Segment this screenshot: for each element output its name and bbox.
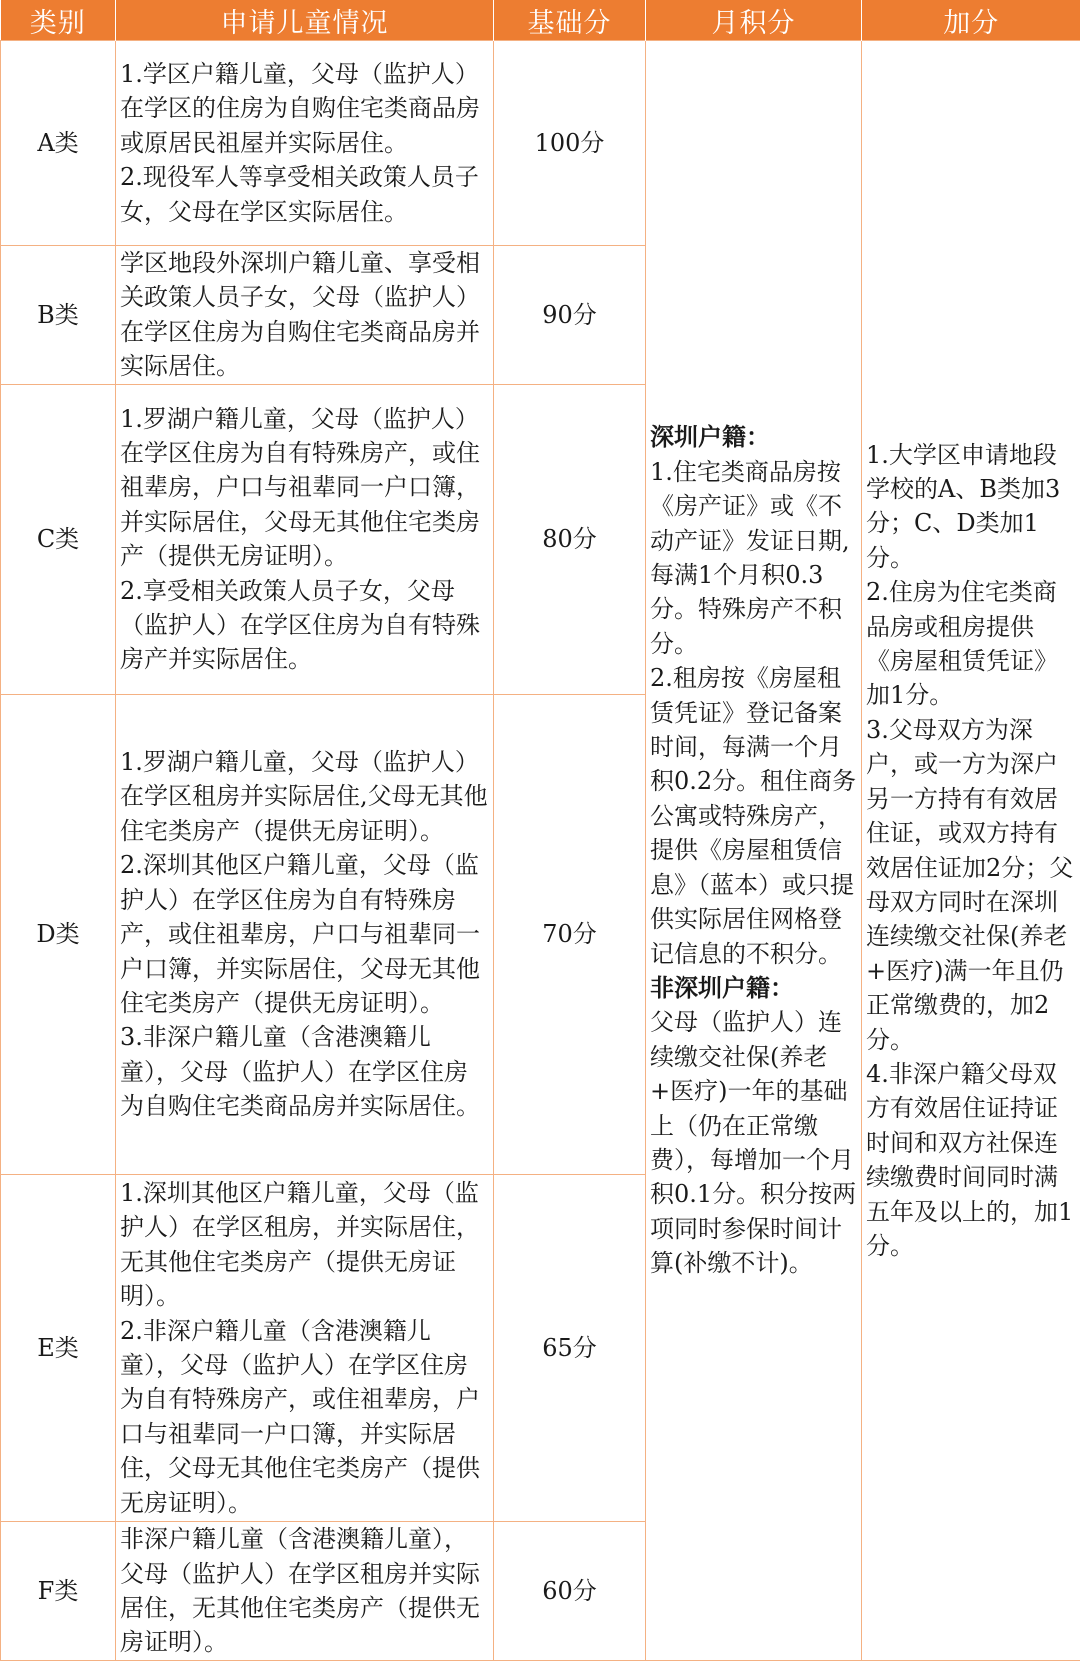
bonus-item-4: 4.非深户籍父母双方有效居住证持证时间和双方社保连续缴费时间同时满五年及以上的，加1分。 xyxy=(866,1059,1074,1260)
situation-cell xyxy=(116,384,494,694)
monthly-shenzhen-rule-1: 1.住宅类商品房按《房产证》或《不动产证》发证日期,每满1个月积0.3分。特殊房产不积分。 xyxy=(650,457,850,658)
bonus-item-2: 2.住房为住宅类商品房或租房提供《房屋租赁凭证》加1分。 xyxy=(866,578,1058,710)
bonus-item-3: 3.父母双方为深户，或一方为深户另一方持有有效居住证，或双方持有效居住证加2分；父母双方同时在深圳连续缴交社保(养老+医疗)满一年且仍正常缴费的，加2分。 xyxy=(866,715,1074,1054)
monthly-score-cell xyxy=(646,41,862,1661)
monthly-non-shenzhen-title: 非深圳户籍： xyxy=(650,972,794,1002)
bonus-cell xyxy=(862,41,1080,1661)
situation-line: 1.学区户籍儿童，父母（监护人）在学区的住房为自购住宅类商品房或原居民祖屋并实际居住。 xyxy=(120,60,480,157)
table-header-row xyxy=(1,0,1080,41)
situation-line: 1.深圳其他区户籍儿童，父母（监护人）在学区租房，并实际居住，无其他住宅类房产（提供无房证明）。 xyxy=(120,1178,480,1311)
table-row-a xyxy=(1,41,1080,246)
category-cell: E类 xyxy=(1,1174,116,1521)
situation-line: 非深户籍儿童（含港澳籍儿童），父母（监护人）在学区租房并实际居住，无其他住宅类房产（提供无房证明）。 xyxy=(120,1525,480,1657)
situation-line: 1.罗湖户籍儿童，父母（监护人）在学区租房并实际居住,父母无其他住宅类房产（提供无房证明）。 xyxy=(120,748,488,845)
monthly-non-shenzhen-rule: 父母（监护人）连续缴交社保(养老+医疗)一年的基础上（仍在正常缴费），每增加一个月积0.1分。积分按两项同时参保时间计算(补缴不计)。 xyxy=(650,1008,857,1278)
bonus-item-1: 1.大学区申请地段学校的A、B类加3分；C、D类加1分。 xyxy=(866,440,1061,572)
monthly-shenzhen-title: 深圳户籍： xyxy=(650,422,770,452)
header-base-score: 基础分 xyxy=(494,0,646,41)
header-category: 类别 xyxy=(1,0,116,41)
base-score-cell: 100分 xyxy=(494,41,646,246)
situation-line: 3.非深户籍儿童（含港澳籍儿童），父母（监护人）在学区住房为自购住宅类商品房并实际居住。 xyxy=(120,1023,480,1121)
situation-line: 2.非深户籍儿童（含港澳籍儿童），父母（监护人）在学区住房为自有特殊房产，或住祖辈房，户口与祖辈同一户口簿，并实际居住，父母无其他住宅类房产（提供无房证明）。 xyxy=(120,1316,480,1517)
situation-line: 1.罗湖户籍儿童，父母（监护人）在学区住房为自有特殊房产，或住祖辈房，户口与祖辈同一户口簿，并实际居住，父母无其他住宅类房产（提供无房证明）。 xyxy=(120,404,480,571)
base-score-cell: 70分 xyxy=(494,694,646,1174)
base-score-cell: 65分 xyxy=(494,1174,646,1521)
situation-line: 学区地段外深圳户籍儿童、享受相关政策人员子女，父母（监护人）在学区住房为自购住宅类商品房并实际居住。 xyxy=(120,249,480,381)
header-monthly-score: 月积分 xyxy=(646,0,862,41)
situation-line: 2.享受相关政策人员子女，父母（监护人）在学区住房为自有特殊房产并实际居住。 xyxy=(120,576,480,674)
header-bonus: 加分 xyxy=(862,0,1080,41)
category-cell: A类 xyxy=(1,41,116,246)
situation-line: 2.现役军人等享受相关政策人员子女，父母在学区实际居住。 xyxy=(120,163,479,226)
situation-cell xyxy=(116,1521,494,1660)
situation-line: 2.深圳其他区户籍儿童，父母（监护人）在学区住房为自有特殊房产，或住祖辈房，户口与祖辈同一户口簿，并实际居住，父母无其他住宅类房产（提供无房证明）。 xyxy=(120,851,480,1017)
category-cell: C类 xyxy=(1,384,116,694)
base-score-cell: 90分 xyxy=(494,246,646,385)
situation-cell xyxy=(116,694,494,1174)
situation-cell xyxy=(116,1174,494,1521)
category-cell: F类 xyxy=(1,1521,116,1660)
category-cell: B类 xyxy=(1,246,116,385)
base-score-cell: 80分 xyxy=(494,384,646,694)
base-score-cell: 60分 xyxy=(494,1521,646,1660)
category-cell: D类 xyxy=(1,694,116,1174)
header-situation: 申请儿童情况 xyxy=(116,0,494,41)
situation-cell xyxy=(116,41,494,246)
situation-cell xyxy=(116,246,494,385)
monthly-shenzhen-rule-2: 2.租房按《房屋租赁凭证》登记备案时间，每满一个月积0.2分。租住商务公寓或特殊房产，提供《房屋租赁信息》（蓝本）或只提供实际居住网格登记信息的不积分。 xyxy=(650,664,857,968)
